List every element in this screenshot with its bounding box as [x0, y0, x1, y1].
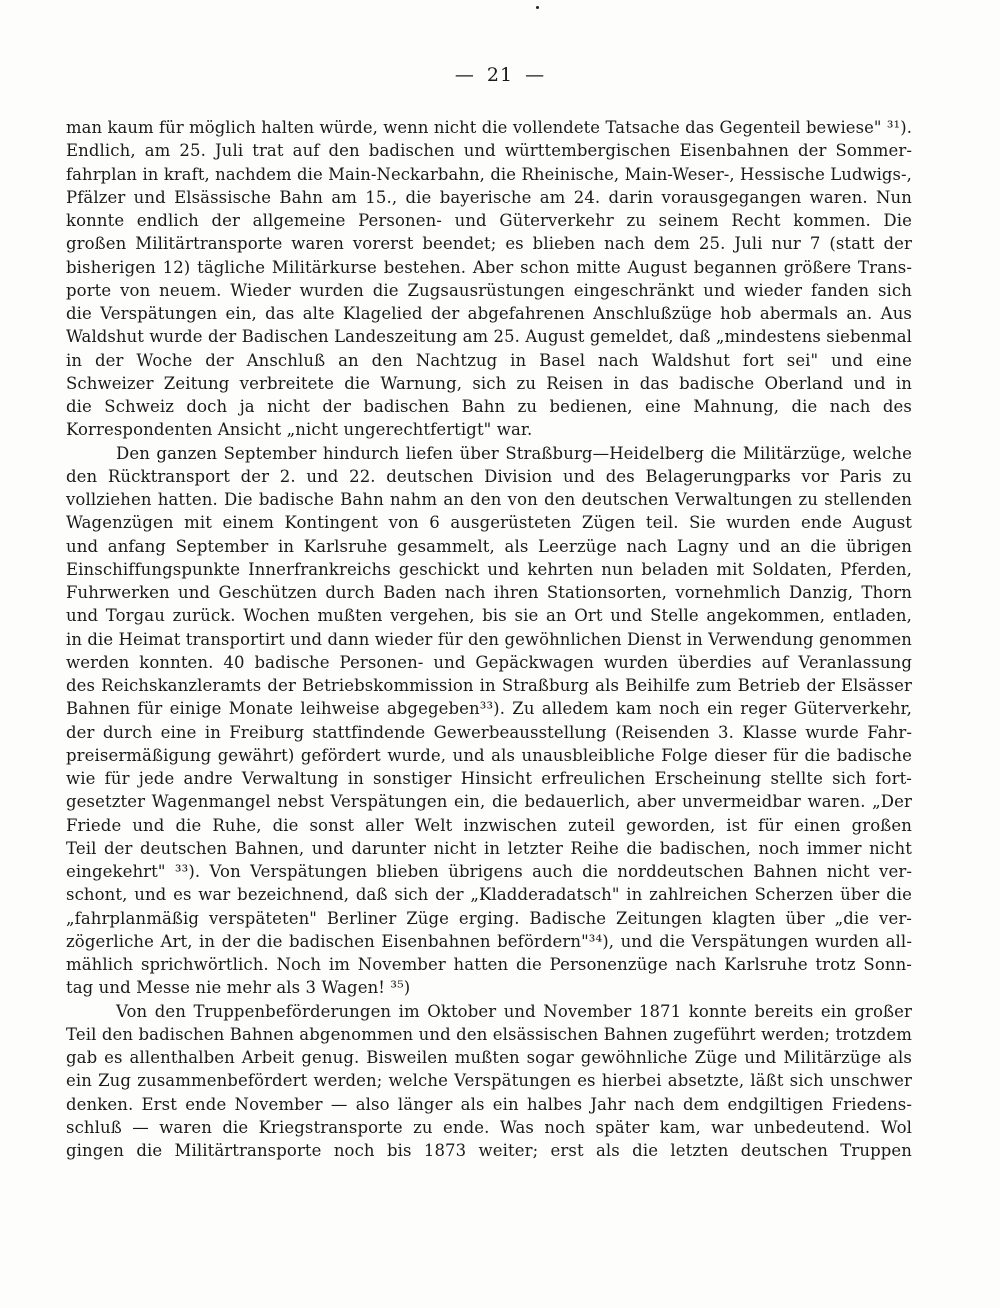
text-line: Von den Truppenbeförderungen im Oktober und November 1871 konnte bereits ein großer — [116, 1001, 912, 1021]
text-line: tag und Messe nie mehr als 3 Wagen! ³⁵) — [66, 978, 411, 998]
text-line: Bahnen für einige Monate leihweise abgegeben³³). Zu alledem kam noch ein reger Güterverkehr, — [66, 699, 912, 719]
text-line: „fahrplanmäßig verspäteten" Berliner Züge erging. Badische Zeitungen klagten über „die ver- — [66, 908, 912, 928]
paragraph — [66, 116, 912, 442]
text-line: zögerliche Art, in der die badischen Eisenbahnen befördern"³⁴), und die Verspätungen wurden all- — [66, 931, 912, 951]
paragraph — [66, 442, 912, 1000]
text-line: Endlich, am 25. Juli trat auf den badischen und württembergischen Eisenbahnen der Sommer- — [66, 141, 912, 161]
text-line: Friede und die Ruhe, die sonst aller Welt inzwischen zuteil geworden, ist für einen großen — [66, 815, 912, 835]
text-line: bisherigen 12) tägliche Militärkurse bestehen. Aber schon mitte August begannen größere Trans- — [66, 257, 912, 277]
text-line: denken. Erst ende November — also länger als ein halbes Jahr nach dem endgiltigen Friedens- — [66, 1094, 912, 1114]
scan-speck — [536, 6, 539, 9]
text-line: die Verspätungen ein, das alte Klagelied der abgefahrenen Anschlußzüge hob abermals an. Aus — [66, 304, 912, 323]
text-line: und anfang September in Karlsruhe gesammelt, als Leerzüge nach Lagny und an die übrigen — [66, 536, 912, 556]
text-line: ein Zug zusammenbefördert werden; welche Verspätungen es hierbei absetzte, läßt sich unschwer — [66, 1071, 912, 1091]
text-line: schluß — waren die Kriegstransporte zu ende. Was noch später kam, war unbedeutend. Wol — [66, 1117, 912, 1137]
text-line: gingen die Militärtransporte noch bis 1873 weiter; erst als die letzten deutschen Truppen — [66, 1141, 912, 1160]
text-line: die Schweiz doch ja nicht der badischen Bahn zu bedienen, eine Mahnung, die nach des — [66, 397, 912, 416]
text-line: und Torgau zurück. Wochen mußten vergehen, bis sie an Ort und Stelle angekommen, entladen, — [66, 606, 912, 626]
text-line: fahrplan in kraft, nachdem die Main-Neckarbahn, die Rheinische, Main-Weser-, Hessische Ludwigs-, — [66, 164, 912, 184]
text-line: mählich sprichwörtlich. Noch im November hatten die Personenzüge nach Karlsruhe trotz Sonn- — [66, 955, 912, 974]
text-line: man kaum für möglich halten würde, wenn nicht die vollendete Tatsache das Gegenteil bewiese" ³¹). — [66, 118, 912, 137]
text-line: konnte endlich der allgemeine Personen- und Güterverkehr zu seinem Recht kommen. Die — [66, 211, 912, 230]
text-line: großen Militärtransporte waren vorerst beendet; es blieben nach dem 25. Juli nur 7 (statt der — [66, 234, 912, 254]
text-line: der durch eine in Freiburg stattfindende Gewerbeausstellung (Reisenden 3. Klasse wurde Fahr- — [66, 722, 912, 742]
dash-left: — — [454, 64, 475, 86]
dash-right: — — [525, 64, 546, 86]
text-line: Den ganzen September hindurch liefen über Straßburg—Heidelberg die Militärzüge, welche — [116, 443, 912, 463]
text-line: porte von neuem. Wieder wurden die Zugsausrüstungen eingeschränkt und wieder fanden sich — [66, 280, 912, 300]
text-line: Einschiffungspunkte Innerfrankreichs geschickt und kehrten nun beladen mit Soldaten, Pferden, — [66, 559, 912, 579]
text-line: Fuhrwerken und Geschützen durch Baden nach ihren Stationsorten, vornehmlich Danzig, Thorn — [66, 583, 912, 602]
page-number: 21 — [486, 64, 514, 86]
text-line: vollziehen hatten. Die badische Bahn nahm an den von den deutschen Verwaltungen zu stellenden — [66, 490, 912, 509]
text-line: des Reichskanzleramts der Betriebskommission in Straßburg als Beihilfe zum Betrieb der Elsässer — [66, 676, 912, 695]
text-line: in der Woche der Anschluß an den Nachtzug in Basel nach Waldshut fort sei" und eine — [66, 350, 912, 370]
text-line: in die Heimat transportirt und dann wieder für den gewöhnlichen Dienst in Verwendung genommen — [66, 629, 912, 649]
text-line: den Rücktransport der 2. und 22. deutschen Division und des Belagerungparks vor Paris zu — [66, 466, 912, 486]
text-line: Schweizer Zeitung verbreitete die Warnung, sich zu Reisen in das badische Oberland und in — [66, 373, 912, 393]
text-line: Pfälzer und Elsässische Bahn am 15., die bayerische am 24. darin vorausgegangen waren. Nun — [66, 187, 912, 207]
text-line: Teil den badischen Bahnen abgenommen und den elsässischen Bahnen zugeführt werden; trotzdem — [66, 1024, 912, 1044]
paragraph — [66, 1000, 912, 1163]
text-line: preisermäßigung gewährt) gefördert wurde, und als unausbleibliche Folge dieser für die badische — [66, 745, 912, 765]
text-line: schont, und es war bezeichnend, daß sich der „Kladderadatsch" in zahlreichen Scherzen über die — [66, 885, 912, 905]
text-line: Teil der deutschen Bahnen, und darunter nicht in letzter Reihe die badischen, noch immer nicht — [66, 838, 912, 858]
text-line: Waldshut wurde der Badischen Landeszeitung am 25. August gemeldet, daß „mindestens siebenmal — [66, 327, 912, 347]
text-line: gesetzter Wagenmangel nebst Verspätungen ein, die bedauerlich, aber unvermeidbar waren. „Der — [66, 792, 912, 812]
page-number-header — [0, 64, 1000, 86]
text-line: gab es allenthalben Arbeit genug. Bisweilen mußten sogar gewöhnliche Züge und Militärzüge als — [66, 1048, 912, 1067]
text-line: Wagenzügen mit einem Kontingent von 6 ausgerüsteten Zügen teil. Sie wurden ende August — [66, 513, 912, 533]
text-line: werden konnten. 40 badische Personen- und Gepäckwagen wurden überdies auf Veranlassung — [66, 652, 912, 672]
text-line: eingekehrt" ³³). Von Verspätungen blieben übrigens auch die norddeutschen Bahnen nicht ver- — [66, 862, 912, 881]
text-line: wie für jede andre Verwaltung in sonstiger Hinsicht erfreulichen Erscheinung stellte sich fort- — [66, 769, 912, 788]
text-line: Korrespondenten Ansicht „nicht ungerechtfertigt" war. — [66, 420, 533, 440]
body-text — [66, 116, 912, 1162]
